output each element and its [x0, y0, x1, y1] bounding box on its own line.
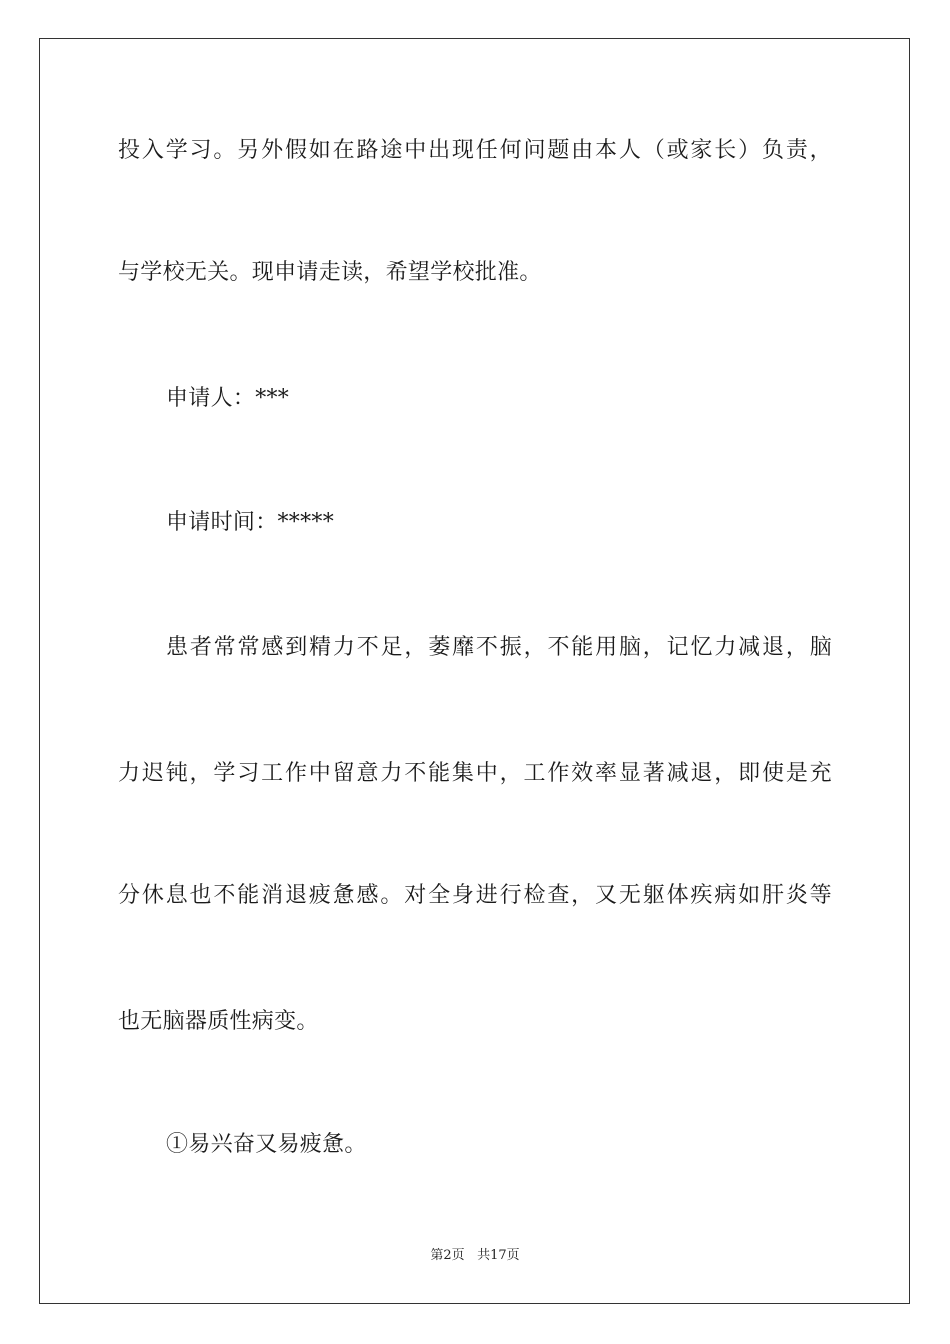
page-number: 第2页	[430, 1248, 465, 1263]
paragraph-line-1: 投入学习。另外假如在路途中出现任何问题由本人（或家长）负责，	[118, 138, 832, 163]
paragraph-line-3: 患者常常感到精力不足，萎靡不振，不能用脑，记忆力减退，脑	[166, 635, 832, 660]
list-item-1: ①易兴奋又易疲惫。	[166, 1132, 367, 1157]
page-footer	[0, 1247, 950, 1265]
application-date-line: 申请时间：*****	[166, 510, 335, 535]
paragraph-line-5: 分休息也不能消退疲惫感。对全身进行检查，又无躯体疾病如肝炎等	[118, 883, 832, 908]
paragraph-line-4: 力迟钝，学习工作中留意力不能集中，工作效率显著减退，即使是充	[118, 761, 832, 786]
applicant-line: 申请人：***	[166, 386, 290, 411]
page-border	[39, 38, 910, 1304]
paragraph-line-6: 也无脑器质性病变。	[118, 1009, 319, 1034]
paragraph-line-2: 与学校无关。现申请走读，希望学校批准。	[118, 260, 542, 285]
page-total: 共17页	[477, 1248, 520, 1263]
